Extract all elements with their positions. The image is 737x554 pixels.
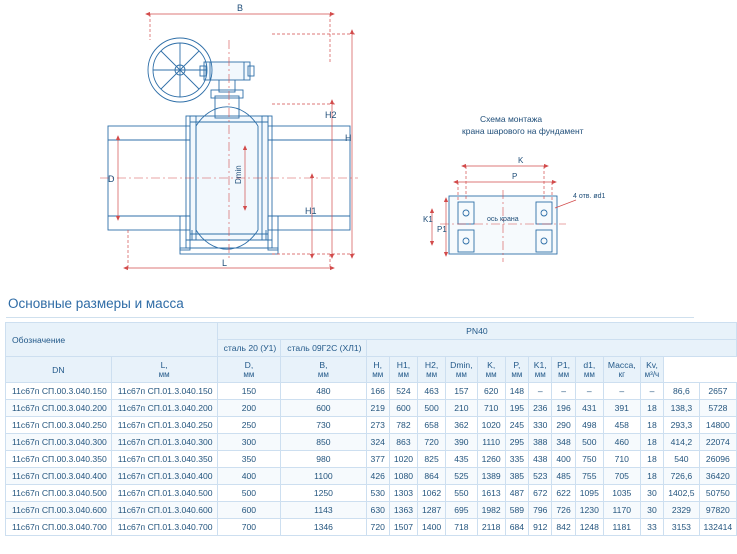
cell-value: 431 [575,400,603,417]
cell-value: 796 [529,502,552,519]
cell-value: 750 [575,451,603,468]
cell-value: 3153 [664,519,699,536]
cell-value: 18 [640,451,664,468]
cell-designation: 11с67п СП.00.3.040.350 [6,451,112,468]
material-header-2: сталь 09Г2С (ХЛ1) [281,340,366,357]
cell-value: 1402,5 [664,485,699,502]
cell-designation: 11с67п СП.01.3.040.500 [111,485,217,502]
column-header-k: K, мм [477,357,505,383]
cell-value: 150 [217,383,281,400]
cell-value: 1020 [477,417,505,434]
material-header-spacer [366,340,737,357]
cell-designation: 11с67п СП.01.3.040.150 [111,383,217,400]
cell-value: 30 [640,502,664,519]
dim-label-H1: H1 [305,206,317,216]
cell-value: 290 [552,417,575,434]
cell-value: 850 [281,434,366,451]
cell-value: 710 [477,400,505,417]
cell-value: 2657 [699,383,737,400]
cell-value: 912 [529,519,552,536]
cell-value: 438 [529,451,552,468]
cell-value: 414,2 [664,434,699,451]
table-group-header-row [6,323,737,340]
cell-value: 458 [603,417,640,434]
cell-value: 710 [603,451,640,468]
cell-value: 498 [575,417,603,434]
group-header-pn40: PN40 [217,323,737,340]
mount-label-K: K [518,156,524,165]
cell-value: 36420 [699,468,737,485]
cell-value: 377 [366,451,389,468]
cell-value: 720 [418,434,446,451]
cell-value: 1020 [389,451,417,468]
title-divider [6,317,694,318]
cell-designation: 11с67п СП.00.3.040.500 [6,485,112,502]
cell-value: 132414 [699,519,737,536]
cell-value: 1613 [477,485,505,502]
cell-value: 1363 [389,502,417,519]
cell-value: 210 [446,400,477,417]
mount-label-P: P [512,172,518,181]
cell-value: 460 [603,434,640,451]
cell-value: 362 [446,417,477,434]
column-header-p1: P1, мм [552,357,575,383]
column-header-dmin: Dmin, мм [446,357,477,383]
mount-label-P1: P1 [437,225,447,234]
cell-value: 400 [552,451,575,468]
column-header-: Масса, кг [603,357,640,383]
cell-designation: 11с67п СП.01.3.040.350 [111,451,217,468]
cell-value: – [552,383,575,400]
cell-value: 1389 [477,468,505,485]
cell-value: 480 [281,383,366,400]
cell-value: 1250 [281,485,366,502]
section-title: Основные размеры и масса [8,296,184,311]
cell-value: 550 [446,485,477,502]
column-header-h1: H1, мм [389,357,417,383]
column-header-kv: Kv, м³/ч [640,357,664,383]
cell-value: 1346 [281,519,366,536]
cell-value: 300 [217,434,281,451]
cell-value: 219 [366,400,389,417]
cell-value: 684 [505,519,528,536]
table-row [6,400,737,417]
column-header-dn: DN [6,357,112,383]
cell-value: 30 [640,485,664,502]
table-row [6,383,737,400]
cell-value: 1110 [477,434,505,451]
cell-value: 730 [281,417,366,434]
column-header-b: B, мм [281,357,366,383]
cell-value: 2329 [664,502,699,519]
table-row [6,502,737,519]
cell-designation: 11с67п СП.01.3.040.400 [111,468,217,485]
cell-value: 400 [217,468,281,485]
cell-value: 5728 [699,400,737,417]
cell-value: 293,3 [664,417,699,434]
mount-title-line1: Схема монтажа [480,114,543,124]
cell-value: 672 [529,485,552,502]
cell-value: 391 [603,400,640,417]
cell-value: 589 [505,502,528,519]
cell-value: 200 [217,400,281,417]
specs-table [5,322,737,536]
cell-value: 348 [552,434,575,451]
mount-title-line2: крана шарового на фундамент [462,126,584,136]
cell-value: 463 [418,383,446,400]
mount-label-axis: ось крана [487,216,519,223]
cell-value: 390 [446,434,477,451]
cell-value: 18 [640,468,664,485]
cell-value: 500 [418,400,446,417]
cell-value: 388 [529,434,552,451]
table-row [6,417,737,434]
cell-value: 630 [366,502,389,519]
table-row [6,485,737,502]
cell-designation: 11с67п СП.00.3.040.300 [6,434,112,451]
cell-value: 718 [446,519,477,536]
cell-value: 350 [217,451,281,468]
cell-value: 500 [217,485,281,502]
cell-designation: 11с67п СП.00.3.040.400 [6,468,112,485]
cell-value: 330 [529,417,552,434]
cell-value: 426 [366,468,389,485]
cell-value: 295 [505,434,528,451]
cell-value: 1287 [418,502,446,519]
column-header-d: D, мм [217,357,281,383]
cell-value: 540 [664,451,699,468]
cell-value: 600 [217,502,281,519]
cell-value: 600 [389,400,417,417]
cell-value: 14800 [699,417,737,434]
cell-designation: 11с67п СП.01.3.040.600 [111,502,217,519]
cell-value: 86,6 [664,383,699,400]
dim-label-D: D [108,174,115,184]
column-header-d1: d1, мм [575,357,603,383]
cell-value: 622 [552,485,575,502]
cell-designation: 11с67п СП.01.3.040.200 [111,400,217,417]
cell-value: 726 [552,502,575,519]
cell-value: 335 [505,451,528,468]
cell-value: 273 [366,417,389,434]
table-row [6,451,737,468]
cell-value: 22074 [699,434,737,451]
cell-value: 324 [366,434,389,451]
cell-value: 500 [575,434,603,451]
cell-value: 195 [505,400,528,417]
cell-value: – [603,383,640,400]
cell-value: 523 [529,468,552,485]
cell-value: 600 [281,400,366,417]
cell-designation: 11с67п СП.00.3.040.600 [6,502,112,519]
table-row [6,468,737,485]
cell-value: 620 [477,383,505,400]
cell-value: 1400 [418,519,446,536]
column-header-k1: K1, мм [529,357,552,383]
cell-value: 705 [603,468,640,485]
cell-value: 435 [446,451,477,468]
table-header-row [6,357,737,383]
dim-label-L: L [222,258,228,268]
cell-value: 33 [640,519,664,536]
column-header-p: P, мм [505,357,528,383]
cell-designation: 11с67п СП.00.3.040.200 [6,400,112,417]
table-body [6,383,737,536]
cell-value: 695 [446,502,477,519]
cell-value: 1035 [603,485,640,502]
cell-designation: 11с67п СП.01.3.040.700 [111,519,217,536]
dim-label-B: B [237,3,244,13]
cell-value: 1230 [575,502,603,519]
dim-label-Dmin: Dmin [234,165,243,184]
cell-value: 148 [505,383,528,400]
cell-value: 525 [446,468,477,485]
cell-value: 842 [552,519,575,536]
cell-value: 157 [446,383,477,400]
cell-designation: 11с67п СП.01.3.040.250 [111,417,217,434]
cell-value: 1062 [418,485,446,502]
designation-header: Обозначение [6,323,218,357]
cell-value: 863 [389,434,417,451]
mount-scheme [423,114,606,262]
cell-value: 720 [366,519,389,536]
cell-value: 166 [366,383,389,400]
cell-value: 385 [505,468,528,485]
dim-label-H2: H2 [325,110,337,120]
cell-value: 2118 [477,519,505,536]
cell-value: 50750 [699,485,737,502]
cell-designation: 11с67п СП.00.3.040.150 [6,383,112,400]
cell-value: 138,3 [664,400,699,417]
dim-label-H: H [345,133,352,143]
cell-designation: 11с67п СП.00.3.040.250 [6,417,112,434]
cell-value: 755 [575,468,603,485]
cell-value: 1170 [603,502,640,519]
mount-label-K1: K1 [423,215,433,224]
table-row [6,519,737,536]
cell-value: 726,6 [664,468,699,485]
cell-value: 980 [281,451,366,468]
cell-value: 1248 [575,519,603,536]
cell-value: 245 [505,417,528,434]
cell-value: 524 [389,383,417,400]
column-header-h: H, мм [366,357,389,383]
cell-value: – [575,383,603,400]
column-header-l: L, мм [111,357,217,383]
cell-value: 700 [217,519,281,536]
cell-value: 864 [418,468,446,485]
cell-value: 825 [418,451,446,468]
cell-value: 18 [640,434,664,451]
cell-value: 1181 [603,519,640,536]
cell-value: 1080 [389,468,417,485]
specs-section [0,292,733,536]
cell-value: 1982 [477,502,505,519]
cell-value: 1303 [389,485,417,502]
table-row [6,434,737,451]
cell-value: 1143 [281,502,366,519]
cell-value: 26096 [699,451,737,468]
cell-value: 236 [529,400,552,417]
cell-value: 1507 [389,519,417,536]
cell-value: 97820 [699,502,737,519]
cell-value: 782 [389,417,417,434]
valve-technical-drawing [0,0,700,290]
mount-label-holes: 4 отв. ød1 [573,193,606,200]
cell-value: 18 [640,400,664,417]
cell-value: 1260 [477,451,505,468]
cell-value: 658 [418,417,446,434]
material-header-1: сталь 20 (У1) [217,340,281,357]
cell-value: 250 [217,417,281,434]
cell-designation: 11с67п СП.01.3.040.300 [111,434,217,451]
column-header-h2: H2, мм [418,357,446,383]
cell-value: 196 [552,400,575,417]
cell-designation: 11с67п СП.00.3.040.700 [6,519,112,536]
cell-value: – [529,383,552,400]
cell-value: 487 [505,485,528,502]
cell-value: 530 [366,485,389,502]
cell-value: 1095 [575,485,603,502]
cell-value: 485 [552,468,575,485]
cell-value: – [640,383,664,400]
cell-value: 18 [640,417,664,434]
cell-value: 1100 [281,468,366,485]
